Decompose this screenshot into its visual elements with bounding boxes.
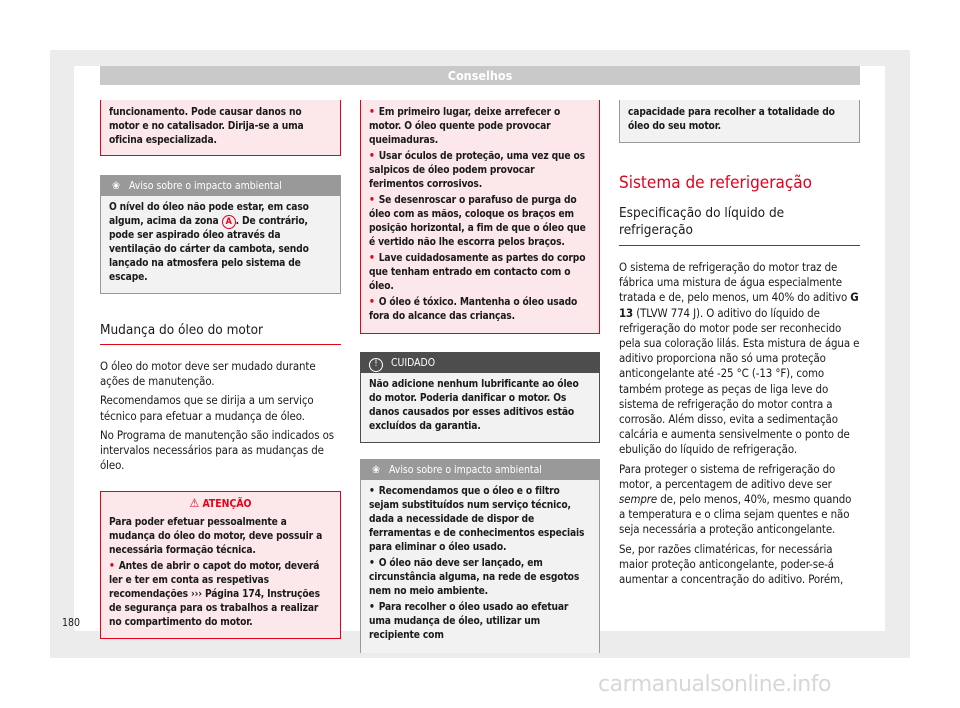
p2-text-a: Para proteger o sistema de refrigeração do motor, a percentagem de aditivo deve ser — [619, 461, 836, 491]
cooling-paragraph-1 — [619, 260, 860, 458]
list-item-text: Se desenroscar o parafuso de purga do óleo com as mãos, coloque os braços em posição horizontal, a fim de que o óleo que é vertido não lhe escorra pelos braços. — [369, 195, 586, 248]
p1-text-a: O sistema de refrigeração do motor traz de fábrica uma mistura de água especialmente tratada e de, pelo menos, um 40% do aditivo — [619, 260, 848, 305]
env-text-b: . De contrário, pode ser aspirado óleo através da ventilação do cárter da cambota, sendo lançado na atmosfera pelo sistema de escape. — [109, 216, 309, 283]
warning-bullet-1 — [109, 560, 332, 630]
environment-continuation-body — [620, 100, 859, 142]
warning-header — [101, 492, 340, 514]
bullet-icon: • — [369, 151, 375, 162]
cooling-section — [619, 173, 860, 587]
list-item-text: Para recolher o óleo usado ao efetuar uma mudança de óleo, utilizar um recipiente com — [369, 602, 569, 641]
oil-change-body — [100, 359, 341, 473]
list-item — [369, 485, 591, 555]
warning-continuation-box — [100, 100, 341, 156]
p2-emphasis: sempre — [619, 492, 658, 507]
warning-continuation-text: funcionamento. Pode causar danos no motor e no catalisador. Dirija-se a uma oficina especializada. — [109, 107, 304, 146]
column-1 — [100, 100, 341, 639]
warning-intro: Para poder efetuar pessoalmente a mudança do óleo do motor, deve possuir a necessária formação técnica. — [109, 517, 323, 557]
list-item-text: Recomendamos que o óleo e o filtro sejam substituídos num serviço técnico, dada a necessidade de dispor de ferramentas e de conhecimentos especiais para eliminar o óleo usado. — [369, 486, 585, 553]
flower-icon: ❀ — [112, 180, 120, 192]
list-item-text: Usar óculos de proteção, uma vez que os salpicos de óleo podem provocar ferimentos corrosivos. — [369, 151, 585, 190]
bullet-icon: • — [109, 561, 115, 573]
environment-notice-title: Aviso sobre o impacto ambiental — [129, 180, 282, 192]
list-item — [369, 601, 591, 643]
environment-notice-body — [101, 196, 340, 293]
flower-icon: ❀ — [372, 464, 380, 476]
list-item — [369, 252, 591, 294]
list-item — [369, 150, 591, 192]
bullet-icon: • — [369, 297, 375, 308]
environment-notice-body — [361, 480, 599, 653]
sub-title: Especificação do líquido de refrigeração — [619, 205, 860, 246]
warning-bullet-list — [369, 106, 591, 324]
warning-triangle-icon: ⚠ — [189, 496, 200, 511]
p2-text-b: de, pelo menos, 40%, mesmo quando a temperatura e o clima sejam quentes e não seja necessária a proteção anticongelante. — [619, 492, 852, 537]
oil-change-heading: Mudança do óleo do motor — [100, 322, 341, 345]
bullet-icon: • — [369, 253, 375, 264]
environment-notice-text — [109, 201, 332, 285]
caution-box — [360, 352, 600, 443]
environment-bullet-list — [369, 485, 591, 643]
oil-paragraph-3: No Programa de manutenção são indicados os intervalos necessários para as mudanças de óleo. — [100, 427, 335, 473]
p1-text-b: (TLVW 774 J). O aditivo do líquido de refrigeração do motor pode ser reconhecido pela sua coloração lilás. Esta mistura de água e aditivo proporciona não só uma proteção anticongelante até -25 °C (-13 °F), como também protege as peças de liga leve do sistema de refrigeração do motor contra a corrosão. Além disso, evita a sedimentação calcária e aumenta sensivelmente o ponto de ebulição do líquido de refrigeração. — [619, 305, 860, 457]
environment-notice-title: Aviso sobre o impacto ambiental — [389, 464, 542, 476]
list-item-text: O óleo é tóxico. Mantenha o óleo usado fora do alcance das crianças. — [369, 297, 578, 322]
caution-body — [361, 373, 599, 442]
oil-paragraph-1: O óleo do motor deve ser mudado durante ações de manutenção. — [100, 359, 316, 389]
cooling-body — [619, 260, 860, 587]
list-item-text: O óleo não deve ser lançado, em circunstância alguma, na rede de esgotos nem no meio ambiente. — [369, 558, 580, 597]
warning-title: ATENÇÃO — [202, 498, 252, 511]
caution-title: CUIDADO — [391, 357, 436, 369]
cooling-paragraph-2 — [619, 462, 860, 538]
list-item-text: Em primeiro lugar, deixe arrefecer o motor. O óleo quente pode provocar queimaduras. — [369, 107, 561, 146]
info-circle-icon: ! — [369, 358, 383, 372]
environment-notice-header — [361, 460, 599, 480]
bullet-icon: • — [369, 558, 375, 569]
environment-continuation-text: capacidade para recolher a totalidade do óleo do seu motor. — [628, 107, 835, 132]
caution-header — [361, 353, 599, 373]
list-item — [369, 557, 591, 599]
page-header: Conselhos — [100, 66, 860, 85]
cooling-paragraph-3: Se, por razões climatéricas, for necessária maior proteção anticongelante, poder-se-á aumentar a concentração do aditivo. Porém, — [619, 541, 844, 587]
env-text-a: O nível do óleo não pode estar, em caso algum, acima da zona — [109, 202, 309, 227]
list-item — [369, 296, 591, 324]
environment-notice-1 — [100, 175, 341, 294]
zone-marker-a: A — [222, 215, 236, 229]
environment-continuation-box — [619, 100, 860, 143]
watermark: carmanualsonline.info — [598, 672, 831, 697]
list-item-text: Lave cuidadosamente as partes do corpo que tenham entrado em contacto com o óleo. — [369, 253, 586, 292]
oil-change-section — [100, 322, 341, 473]
caution-text: Não adicione nenhum lubrificante ao óleo do motor. Poderia danificar o motor. Os danos causados por esses aditivos estão excluídos da garantia. — [369, 379, 579, 432]
warning-box — [100, 491, 341, 639]
warning-bullet-1-text: Antes de abrir o capot do motor, deverá ler e ter em conta as respetivas recomendações — [109, 561, 320, 601]
additive-code: G 13 — [619, 290, 859, 320]
environment-notice-header — [101, 176, 340, 196]
environment-notice-2 — [360, 459, 600, 653]
page-number: 180 — [62, 617, 81, 629]
bullet-icon: • — [369, 195, 375, 206]
column-2 — [360, 100, 600, 653]
list-item — [369, 194, 591, 250]
link-arrow-icon: ››› — [191, 589, 202, 601]
column-3 — [619, 100, 860, 591]
bullet-icon: • — [369, 107, 375, 118]
oil-paragraph-2: Recomendamos que se dirija a um serviço técnico para efetuar a mudança de óleo. — [100, 393, 314, 423]
list-item — [369, 106, 591, 148]
warning-bullets-box — [360, 100, 600, 334]
bullet-icon: • — [369, 602, 375, 613]
section-title: Sistema de referigeração — [619, 173, 813, 193]
warning-body — [101, 514, 340, 638]
bullet-icon: • — [369, 486, 375, 497]
safety-link[interactable]: Página 174, Instruções de segurança para os trabalhos a realizar no compartimento do motor. — [109, 589, 320, 629]
